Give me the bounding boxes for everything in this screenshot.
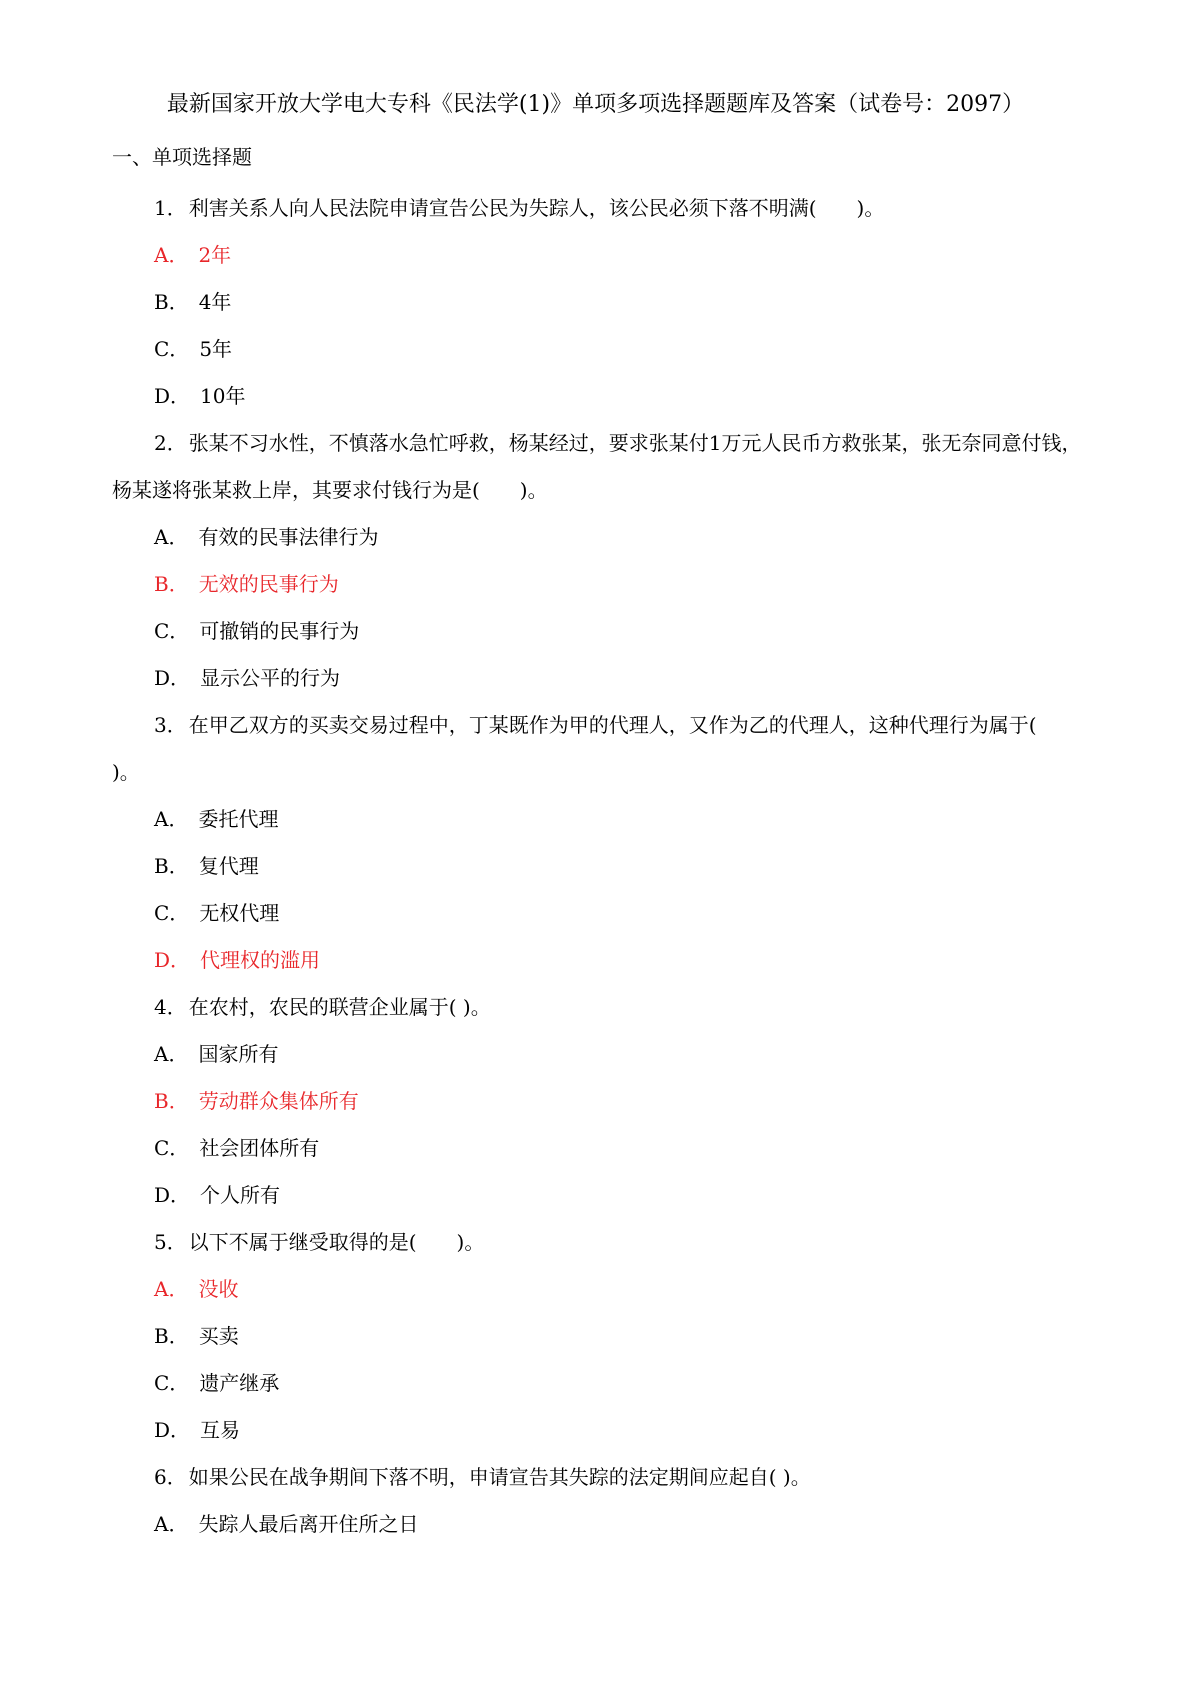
question-1 bbox=[112, 185, 1082, 420]
option-correct-answer bbox=[112, 1266, 1082, 1313]
option bbox=[112, 1125, 1082, 1172]
option-letter: A． bbox=[154, 1042, 189, 1066]
question-4 bbox=[112, 984, 1082, 1219]
option-text: 互易 bbox=[200, 1418, 241, 1442]
question-stem bbox=[112, 702, 1082, 796]
option-letter: A． bbox=[154, 807, 189, 831]
option-letter: C． bbox=[154, 619, 190, 643]
option bbox=[112, 890, 1082, 937]
option-text: 10年 bbox=[200, 384, 246, 408]
option-letter: D． bbox=[154, 666, 191, 690]
option-letter: D． bbox=[154, 384, 191, 408]
question-text: 张某不习水性，不慎落水急忙呼救，杨某经过，要求张某付1万元人民币方救张某，张无奈同意付钱，杨某遂将张某救上岸，其要求付钱行为是( )。 bbox=[112, 431, 1082, 502]
question-stem bbox=[112, 984, 1082, 1031]
option bbox=[112, 514, 1082, 561]
question-stem bbox=[112, 185, 1082, 232]
option-letter: A． bbox=[154, 1277, 189, 1301]
option bbox=[112, 373, 1082, 420]
option-letter: D． bbox=[154, 1183, 191, 1207]
option-letter: C． bbox=[154, 1371, 190, 1395]
option-text: 5年 bbox=[199, 337, 233, 361]
option-letter: B． bbox=[154, 572, 189, 596]
option-letter: B． bbox=[154, 290, 189, 314]
option bbox=[112, 279, 1082, 326]
option-letter: C． bbox=[154, 337, 190, 361]
option-text: 遗产继承 bbox=[199, 1371, 280, 1395]
option-text: 无权代理 bbox=[199, 901, 280, 925]
option-text: 没收 bbox=[198, 1277, 239, 1301]
option-text: 复代理 bbox=[198, 854, 259, 878]
option-letter: A． bbox=[154, 525, 189, 549]
option-text: 2年 bbox=[198, 243, 232, 267]
question-number: 4． bbox=[154, 995, 187, 1019]
option-letter: A． bbox=[154, 1512, 189, 1536]
question-number: 3． bbox=[154, 713, 187, 737]
option-letter: B． bbox=[154, 854, 189, 878]
option-letter: C． bbox=[154, 901, 190, 925]
option-text: 社会团体所有 bbox=[199, 1136, 320, 1160]
option-correct-answer bbox=[112, 561, 1082, 608]
option-text: 有效的民事法律行为 bbox=[198, 525, 379, 549]
question-2 bbox=[112, 420, 1082, 702]
option bbox=[112, 1407, 1082, 1454]
question-text: 利害关系人向人民法院申请宣告公民为失踪人，该公民必须下落不明满( )。 bbox=[188, 196, 885, 220]
option bbox=[112, 1172, 1082, 1219]
question-number: 6． bbox=[154, 1465, 187, 1489]
option bbox=[112, 843, 1082, 890]
question-stem bbox=[112, 1219, 1082, 1266]
option bbox=[112, 608, 1082, 655]
question-text: 在甲乙双方的买卖交易过程中，丁某既作为甲的代理人，又作为乙的代理人，这种代理行为属于( )。 bbox=[112, 713, 1077, 784]
option bbox=[112, 1360, 1082, 1407]
option-text: 买卖 bbox=[198, 1324, 239, 1348]
question-number: 1． bbox=[154, 196, 187, 220]
option-text: 个人所有 bbox=[200, 1183, 281, 1207]
option-letter: A． bbox=[154, 243, 189, 267]
option-letter: D． bbox=[154, 1418, 191, 1442]
option-text: 显示公平的行为 bbox=[200, 666, 341, 690]
option-text: 委托代理 bbox=[198, 807, 279, 831]
question-6 bbox=[112, 1454, 1082, 1548]
option bbox=[112, 1031, 1082, 1078]
option bbox=[112, 326, 1082, 373]
option bbox=[112, 655, 1082, 702]
option-text: 可撤销的民事行为 bbox=[199, 619, 360, 643]
option-letter: C． bbox=[154, 1136, 190, 1160]
question-3 bbox=[112, 702, 1082, 984]
section-heading: 一、单项选择题 bbox=[112, 145, 252, 169]
option bbox=[112, 1313, 1082, 1360]
option-text: 代理权的滥用 bbox=[200, 948, 321, 972]
option bbox=[112, 1501, 1082, 1548]
option-text: 4年 bbox=[198, 290, 232, 314]
question-stem bbox=[112, 420, 1082, 514]
question-number: 5． bbox=[154, 1230, 187, 1254]
option-letter: D． bbox=[154, 948, 191, 972]
question-text: 如果公民在战争期间下落不明，申请宣告其失踪的法定期间应起自( )。 bbox=[188, 1465, 811, 1489]
option-correct-answer bbox=[112, 232, 1082, 279]
question-list bbox=[112, 185, 1082, 1548]
option-text: 无效的民事行为 bbox=[198, 572, 339, 596]
option-letter: B． bbox=[154, 1089, 189, 1113]
option-text: 国家所有 bbox=[198, 1042, 279, 1066]
question-stem bbox=[112, 1454, 1082, 1501]
option-text: 劳动群众集体所有 bbox=[198, 1089, 359, 1113]
question-5 bbox=[112, 1219, 1082, 1454]
question-text: 以下不属于继受取得的是( )。 bbox=[188, 1230, 485, 1254]
question-number: 2． bbox=[154, 431, 187, 455]
document-title: 最新国家开放大学电大专科《民法学(1)》单项多项选择题题库及答案（试卷号：2097） bbox=[166, 92, 1025, 117]
question-text: 在农村，农民的联营企业属于( )。 bbox=[188, 995, 491, 1019]
option-letter: B． bbox=[154, 1324, 189, 1348]
option-text: 失踪人最后离开住所之日 bbox=[198, 1512, 419, 1536]
option-correct-answer bbox=[112, 937, 1082, 984]
option bbox=[112, 796, 1082, 843]
option-correct-answer bbox=[112, 1078, 1082, 1125]
